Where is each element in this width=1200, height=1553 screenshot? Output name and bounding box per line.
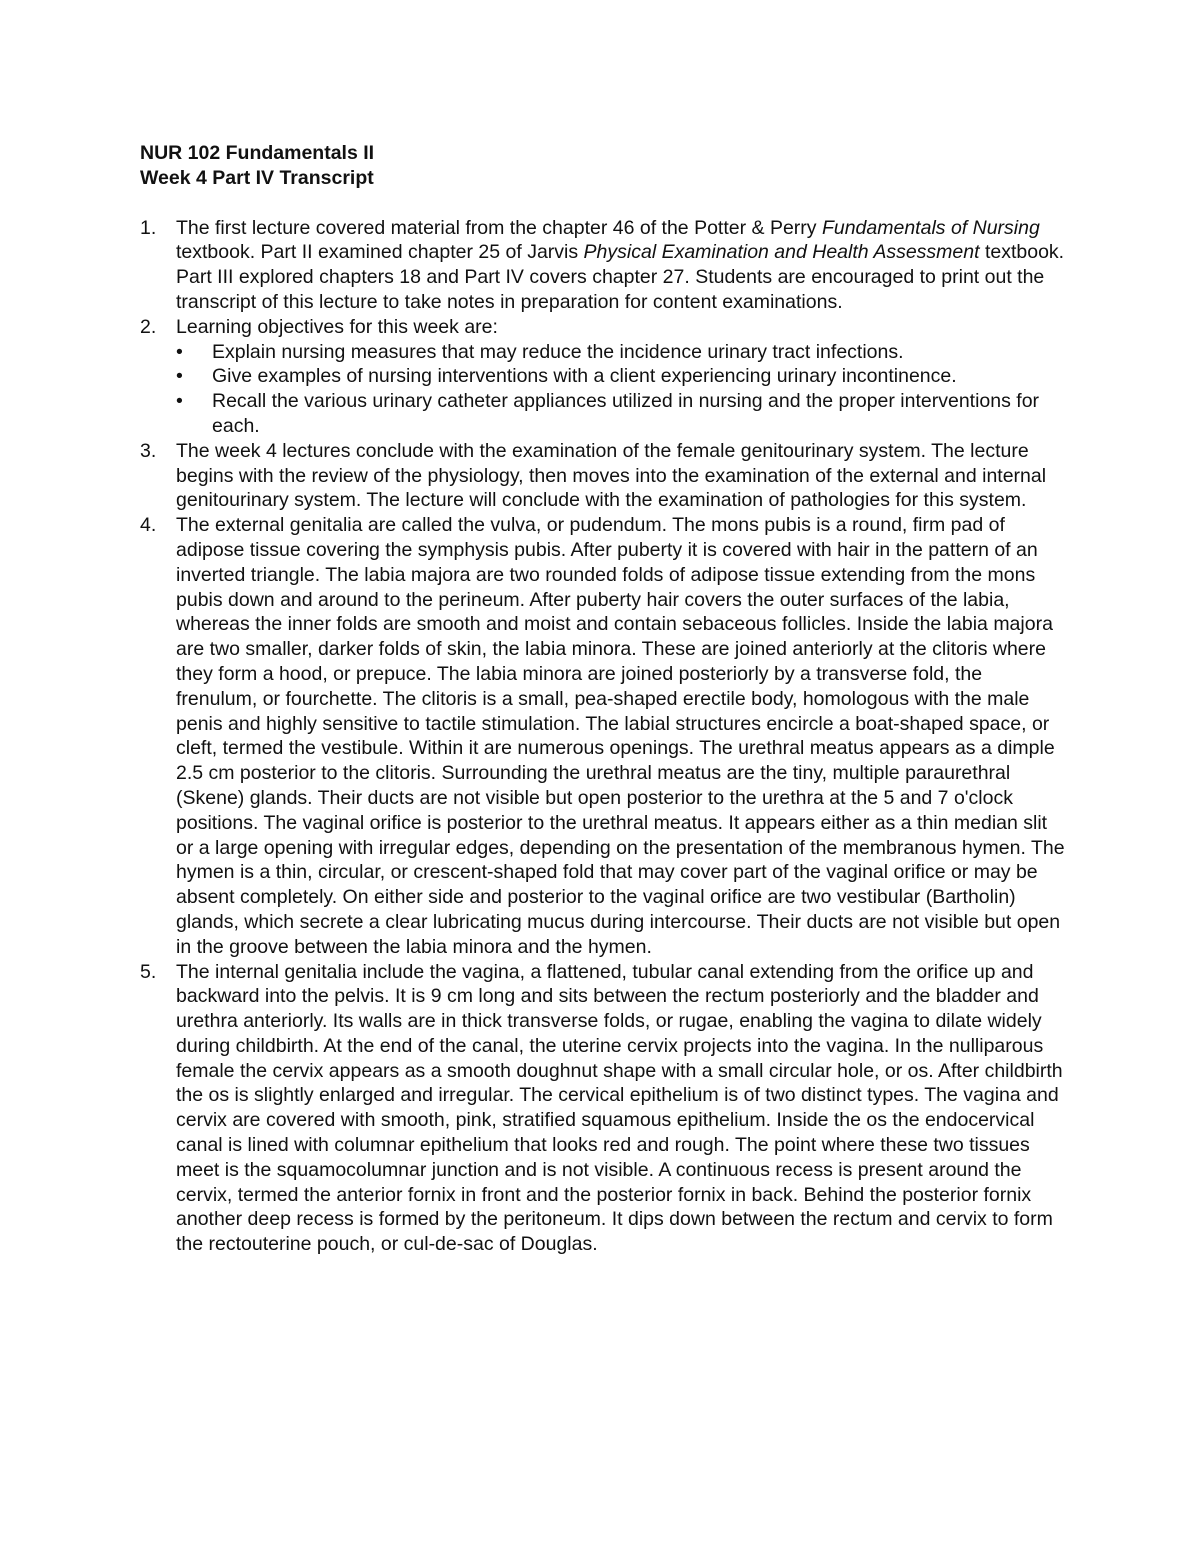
list-item-2: [140, 315, 1065, 439]
item-number: 1.: [140, 216, 157, 239]
list-item-1: [140, 216, 1065, 315]
item-text: The external genitalia are called the vulva, or pudendum. The mons pubis is a round, firm pad of adipose tissue covering the symphysis pubis. After puberty it is covered with hair in the pattern of an inverted triangle. The labia majora are two rounded folds of adipose tissue extending from the mons pubis down and around to the perineum. After puberty hair covers the outer surfaces of the labia, whereas the inner folds are smooth and moist and contain sebaceous follicles. Inside the labia majora are two smaller, darker folds of skin, the labia minora. These are joined anteriorly at the clitoris where they form a hood, or prepuce. The labia minora are joined posteriorly by a transverse fold, the frenulum, or fourchette. The clitoris is a small, pea-shaped erectile body, homologous with the male penis and highly sensitive to tactile stimulation. The labial structures encircle a boat-shaped space, or cleft, termed the vestibule. Within it are numerous openings. The urethral meatus appears as a dimple 2.5 cm posterior to the clitoris. Surrounding the urethral meatus are the tiny, multiple paraurethral (Skene) glands. Their ducts are not visible but open posterior to the urethra at the 5 and 7 o'clock positions. The vaginal orifice is posterior to the urethral meatus. It appears either as a thin median slit or a large opening with irregular edges, depending on the presentation of the membranous hymen. The hymen is a thin, circular, or crescent-shaped fold that may cover part of the vaginal orifice or may be absent completely. On either side and posterior to the vaginal orifice are two vestibular (Bartholin) glands, which secrete a clear lubricating mucus during intercourse. Their ducts are not visible but open in the groove between the labia minora and the hymen.: [176, 514, 1065, 958]
objective-item: [176, 340, 1065, 365]
objectives-list: [176, 340, 1065, 439]
objective-item: [176, 364, 1065, 389]
bullet-icon: •: [176, 340, 183, 363]
item-text: Learning objectives for this week are:: [176, 315, 498, 338]
bullet-icon: •: [176, 390, 183, 413]
bullet-icon: •: [176, 365, 183, 388]
item-number: 5.: [140, 960, 157, 983]
objective-item: [176, 389, 1065, 439]
objective-text: Give examples of nursing interventions with a client experiencing urinary incontinence.: [212, 365, 957, 388]
course-title: NUR 102 Fundamentals II: [140, 142, 375, 164]
list-item-3: [140, 439, 1065, 513]
item-number: 2.: [140, 315, 157, 338]
transcript-subtitle: Week 4 Part IV Transcript: [140, 166, 374, 189]
list-item-5: [140, 960, 1065, 1258]
document-page: [140, 141, 1065, 1257]
item-number: 3.: [140, 439, 157, 462]
item-text-part: The first lecture covered material from the chapter 46 of the Potter & Perry: [176, 216, 822, 239]
book-title: Physical Examination and Health Assessment: [583, 241, 980, 264]
transcript-list: [140, 216, 1065, 1257]
objective-text: Explain nursing measures that may reduce the incidence urinary tract infections.: [212, 340, 904, 363]
item-text: The internal genitalia include the vagina, a flattened, tubular canal extending from the orifice up and backward into the pelvis. It is 9 cm long and sits between the rectum posteriorly and the bladder and urethra anteriorly. Its walls are in thick transverse folds, or rugae, enabling the vagina to dilate widely during childbirth. At the end of the canal, the uterine cervix projects into the vagina. In the nulliparous female the cervix appears as a smooth doughnut shape with a small circular hole, or os. After childbirth the os is slightly enlarged and irregular. The cervical epithelium is of two distinct types. The vagina and cervix are covered with smooth, pink, stratified squamous epithelium. Inside the os the endocervical canal is lined with columnar epithelium that looks red and rough. The point where these two tissues meet is the squamocolumnar junction and is not visible. A continuous recess is present around the cervix, termed the anterior fornix in front and the posterior fornix in back. Behind the posterior fornix another deep recess is formed by the peritoneum. It dips down between the rectum and cervix to form the rectouterine pouch, or cul-de-sac of Douglas.: [176, 960, 1063, 1256]
item-text: The week 4 lectures conclude with the examination of the female genitourinary system. The lecture begins with the review of the physiology, then moves into the examination of the external and internal genitourinary system. The lecture will conclude with the examination of pathologies for this system.: [176, 439, 1047, 512]
list-item-4: [140, 513, 1065, 959]
item-text-part: textbook. Part III explored chapters 18 and Part IV covers chapter 27. Students are encouraged to print out the transcript of this lecture to take notes in preparation for content examinations.: [176, 241, 1065, 313]
objective-text: Recall the various urinary catheter appliances utilized in nursing and the proper interventions for each.: [212, 390, 1040, 437]
item-number: 4.: [140, 514, 157, 537]
book-title: Fundamentals of Nursing: [821, 216, 1040, 239]
item-text-part: textbook. Part II examined chapter 25 of Jarvis: [176, 241, 584, 264]
